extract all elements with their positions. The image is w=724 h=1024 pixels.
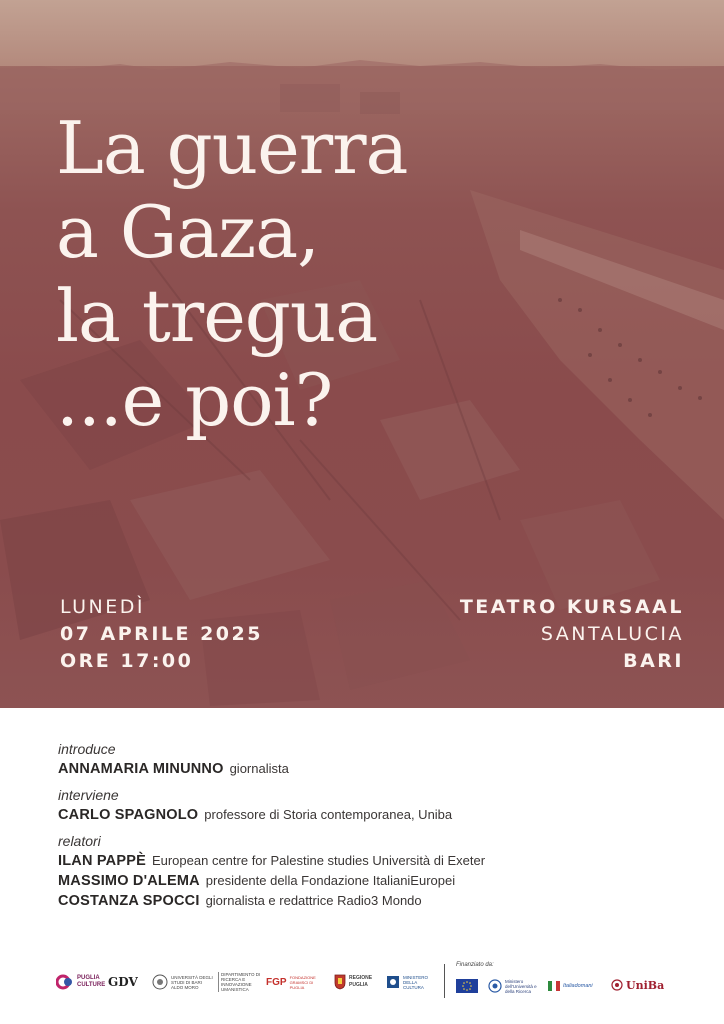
title-line: ...e poi?	[56, 358, 333, 442]
title-line: la tregua	[56, 274, 378, 358]
person-row	[58, 759, 678, 779]
event-time: ORE 17:00	[60, 650, 194, 672]
puglia-culture-icon	[56, 973, 74, 991]
puglia-culture-logo: PUGLIA CULTURE	[56, 970, 103, 994]
event-location	[460, 594, 684, 675]
ministero-emblem-icon	[386, 974, 400, 990]
person-desc: presidente della Fondazione ItalianiEuropei	[205, 873, 456, 888]
person-row	[58, 871, 678, 891]
person-name: ANNAMARIA MINUNNO	[58, 761, 224, 777]
eu-flag-icon	[456, 979, 478, 993]
fgp-logo: FGP FONDAZIONE GRAMSCI DI PUGLIA	[266, 974, 316, 990]
mur-logo: Ministero dell'Università e della Ricerca	[488, 974, 543, 998]
role-interviene: interviene	[58, 787, 119, 803]
person-row	[58, 805, 678, 825]
mur-emblem-icon	[488, 979, 502, 993]
poster-title	[56, 106, 526, 442]
person-name: ILAN PAPPÈ	[58, 853, 146, 869]
person-desc: giornalista e redattrice Radio3 Mondo	[205, 893, 422, 908]
funded-by-label: Finanziato da:	[456, 962, 494, 968]
event-datetime	[60, 594, 263, 675]
person-name: COSTANZA SPOCCI	[58, 893, 200, 909]
uniba-logo: UniBa	[611, 973, 664, 997]
university-seal-icon	[152, 974, 168, 990]
uniba-dept-logo: UNIVERSITÀ DEGLI STUDI DI BARI ALDO MORO DIPARTIMENTO DI RICERCA E INNOVAZIONE UMANISTICA	[152, 970, 269, 994]
event-day: LUNEDÌ	[60, 596, 145, 618]
italiadomani-logo: Italiadomani	[548, 974, 593, 998]
logo-divider	[444, 964, 445, 998]
event-date: 07 APRILE 2025	[60, 623, 263, 645]
person-desc: professore di Storia contemporanea, Uniba	[204, 807, 453, 822]
event-venue-sub: SANTALUCIA	[540, 623, 684, 645]
person-name: MASSIMO D'ALEMA	[58, 873, 200, 889]
regione-shield-icon	[334, 974, 346, 990]
event-city: BARI	[623, 650, 684, 672]
eu-flag-logo	[456, 974, 478, 998]
ministero-cultura-logo: MINISTERO DELLA CULTURA	[386, 970, 433, 994]
title-line: a Gaza,	[56, 190, 319, 274]
person-desc: European centre for Palestine studies Università di Exeter	[151, 853, 486, 868]
uniba-seal-icon	[611, 979, 623, 991]
regione-puglia-logo: REGIONE PUGLIA	[334, 970, 377, 994]
sponsor-logos	[56, 962, 684, 1002]
person-desc: giornalista	[229, 761, 289, 776]
title-line: La guerra	[56, 106, 408, 190]
event-venue: TEATRO KURSAAL	[459, 596, 684, 618]
role-relatori: relatori	[58, 833, 101, 849]
italy-flag-icon	[548, 981, 560, 991]
person-name: CARLO SPAGNOLO	[58, 807, 199, 823]
person-row	[58, 891, 678, 911]
person-row	[58, 851, 678, 871]
speakers-program	[58, 740, 678, 911]
gdv-logo: GDV	[108, 975, 138, 989]
role-introduce: introduce	[58, 741, 116, 757]
